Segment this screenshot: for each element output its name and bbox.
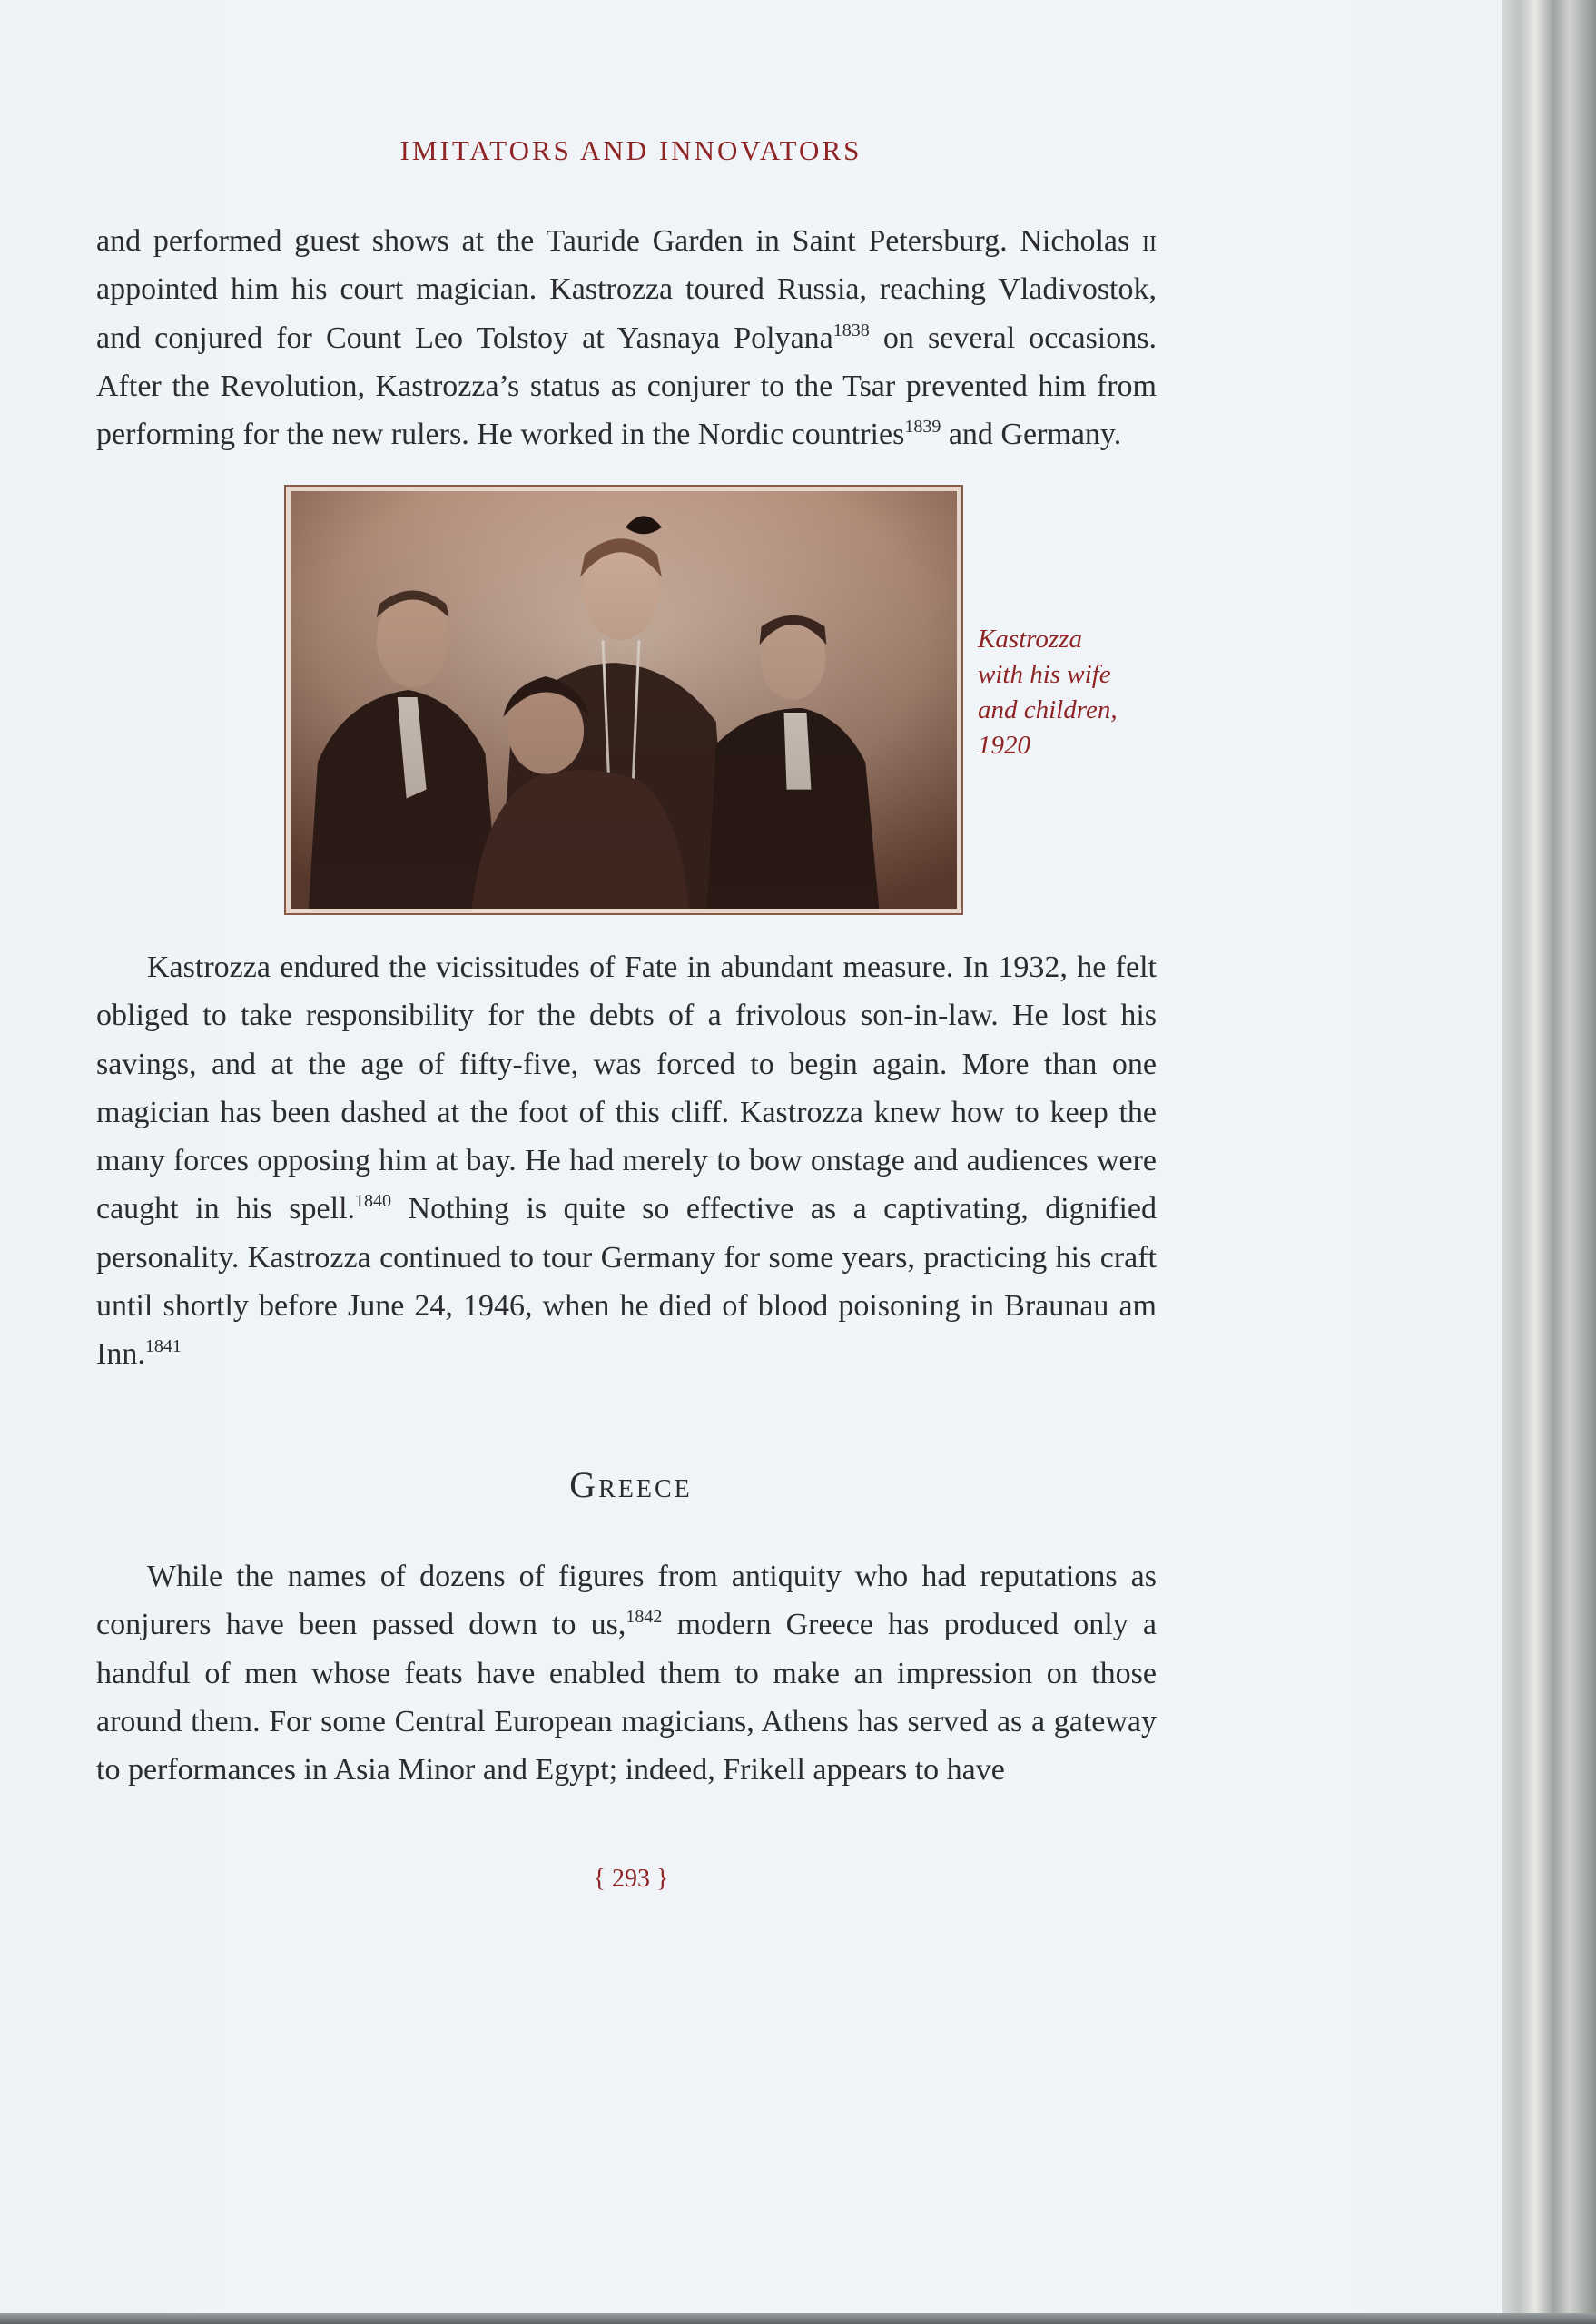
running-head: IMITATORS AND INNOVATORS	[399, 134, 862, 166]
family-photograph	[284, 485, 963, 915]
caption-line: 1920	[978, 731, 1030, 760]
roman-numeral: ii	[1142, 224, 1157, 258]
footnote-ref: 1840	[355, 1191, 392, 1212]
section-heading: Greece	[569, 1464, 693, 1505]
caption-line: and children,	[978, 695, 1118, 724]
book-spine	[1502, 0, 1596, 2324]
footnote-ref: 1841	[144, 1336, 182, 1357]
caption-line: with his wife	[978, 660, 1111, 689]
paragraph-1: and performed guest shows at the Tauride Garden in Saint Petersburg. Nicholas ii appointed him his court magician. Kastrozza toured Russia, reaching Vladivostok, and conjured for Count Leo Tolstoy at Yasnaya Polyana$^{1838}$ on several occasions. After the Revolution, Kastrozza’s status as conjurer to the Tsar prevented him from performing for the new rulers. He worked in the Nordic countries$^{1839}$ and Germany.	[96, 224, 1157, 452]
photo-caption	[978, 622, 1150, 763]
paragraph-2: Kastrozza endured the vicissitudes of Fate in abundant measure. In 1932, he felt obliged to take responsibility for the debts of a frivolous son-in-law. He lost his savings, and at the age of fifty-five, was forced to begin again. More than one magician has been dashed at the foot of this cliff. Kastrozza knew how to keep the many forces opposing him at bay. He had merely to bow onstage and audiences were caught in his spell.$^{1840}$ Nothing is quite so effective as a captivating, dignified personality. Kastrozza continued to tour Germany for some years, practicing his craft until shortly before June 24, 1946, when he died of blood poisoning in Braunau am Inn.$^{1841}$	[96, 950, 1157, 1372]
footnote-ref: 1838	[832, 320, 870, 340]
footnote-ref: 1842	[626, 1607, 663, 1628]
footnote-ref: 1839	[904, 417, 941, 438]
page-bottom-edge	[0, 2313, 1596, 2324]
photo-image	[291, 491, 957, 909]
paragraph-3: While the names of dozens of figures from antiquity who had reputations as conjurers have been passed down to us,$^{1842}$ modern Greece has produced only a handful of men whose feats have enabled them to make an impression on those around them. For some Central European magicians, Athens has served as a gateway to performances in Asia Minor and Egypt; indeed, Frikell appears to have	[96, 1560, 1157, 1787]
caption-line: Kastrozza	[978, 625, 1082, 654]
page-number: { 293 }	[593, 1865, 669, 1893]
